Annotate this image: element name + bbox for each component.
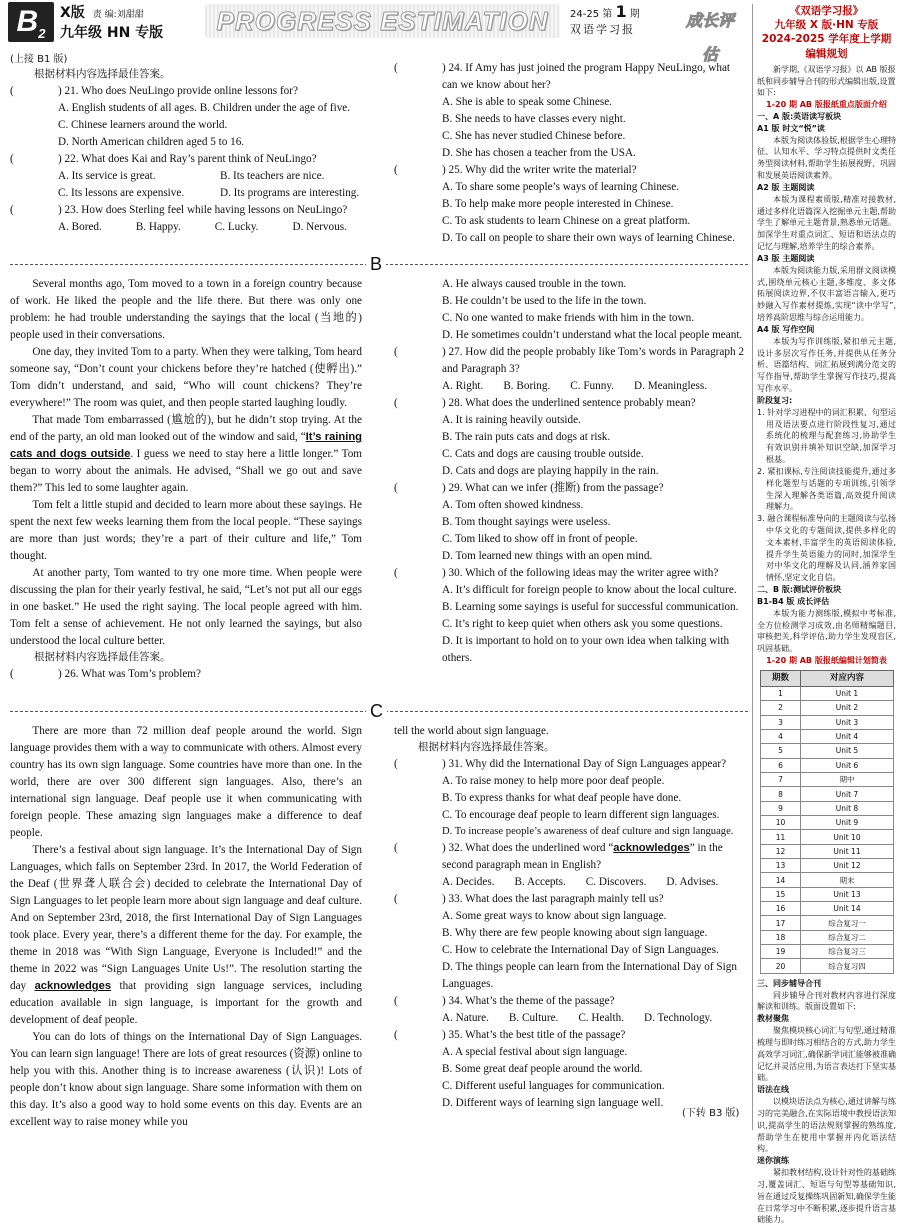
option: C. Tom liked to show off in front of people. xyxy=(442,533,638,546)
underlined-sentence: It’s raining cats and dogs outside xyxy=(10,431,362,461)
issue-info: 24-25 第 1 期 双语学习报 xyxy=(570,2,640,36)
content-cell: Unit 8 xyxy=(801,801,894,815)
content-cell: 综合复习二 xyxy=(801,930,894,944)
question-22: ( ) 22. What does Kai and Ray’s parent think of NeuLingo? xyxy=(10,151,364,168)
answer-blank[interactable]: ( xyxy=(10,85,14,98)
section-c-questions xyxy=(394,723,746,1112)
question-23: ( ) 23. How does Sterling feel while having lessons on NeuLingo? xyxy=(10,202,364,219)
answer-blank[interactable]: ( xyxy=(10,204,14,217)
option: D. Tom learned new things with an open mind. xyxy=(442,550,653,563)
sidebar-heading: 一、A 版:英语读写板块 xyxy=(757,112,842,121)
answer-blank[interactable]: ( xyxy=(394,1029,398,1042)
sidebar-list-item: 1. 针对学习进程中的词汇积累、句型运用及语法要点进行阶段性复习,通过系统化的梳理与配套练习,协助学生有效识别并填补知识空缺,加深学习根基。 xyxy=(757,407,896,465)
option-row: C. Its lessons are expensive. D. Its programs are interesting. xyxy=(58,187,360,200)
question-26: ( ) 26. What was Tom’s problem? xyxy=(10,666,362,683)
answer-blank[interactable]: ( xyxy=(394,62,398,74)
content-cell: Unit 6 xyxy=(801,758,894,772)
option: B. The rain puts cats and dogs at risk. xyxy=(442,431,611,444)
sidebar-heading: 迷你演练 xyxy=(757,1156,789,1166)
paragraph: At another party, Tom wanted to try one more time. When people were discussing the plan for their yearly festival, he said, “Let’s not put all our eggs in one basket.” He used the right saying. The local people agreed with him. Tom felt a sense of achievement. He not only learned the sayings, but also understood the local culture better. xyxy=(10,567,362,648)
sidebar-text: 本版为课程素质版,精准对接教材,通过多样化语篇深入挖掘单元主题,帮助学生了解单元主题背景,熟悉单元话题。加深学生对重点词汇、短语和语法点的记忆与理解,培养学生的综合素养。 xyxy=(757,194,896,252)
issue-number-cell: 17 xyxy=(761,916,801,930)
answer-blank[interactable]: ( xyxy=(394,842,398,855)
section-banner: PROGRESS ESTIMATION xyxy=(205,4,560,38)
option: D. It is important to hold on to your own idea when talking with others. xyxy=(442,635,730,665)
option: D. She has chosen a teacher from the USA. xyxy=(442,147,636,160)
question-29: ( ) 29. What can we infer (推断) from the passage? xyxy=(394,480,746,497)
section-c-letter: C xyxy=(366,698,387,725)
answer-blank[interactable]: ( xyxy=(394,995,398,1008)
option: A. English students of all ages. B. Children under the age of five. xyxy=(58,102,351,115)
table-row xyxy=(761,830,894,844)
paragraph: There’s a festival about sign language. It’s the International Day of Sign Languages, which falls on September 23rd. In 2017, the World Federation of the Deaf (世界聋人联合会) decided to celebrate the International Day of Sign Languages to let people learn more about sign language and deaf culture. And on September 23rd, 2018, the first International Day of Sign Languages took place. Every year, there’s a different theme for the day. For example, the theme in 2018 was “With Sign Language, Everyone is Included!” and the theme in 2022 was “Sign Languages Unite Us!”. The resolution starting the day acknowledges that providing sign language services, including education available in sign language, is important for the growth and development of deaf people. xyxy=(10,844,362,1027)
table-header: 期数 xyxy=(761,670,801,686)
option: A. To share some people’s ways of learning Chinese. xyxy=(442,181,680,194)
option: A. She is able to speak some Chinese. xyxy=(442,96,612,109)
option-row: A. Its service is great. B. Its teachers are nice. xyxy=(58,170,325,183)
sidebar-subtitle: 1-20 期 AB 版报纸重点版面介绍 xyxy=(766,100,887,110)
answer-blank[interactable]: ( xyxy=(10,153,14,166)
table-header: 对应内容 xyxy=(801,670,894,686)
question-35: ( ) 35. What’s the best title of the passage? xyxy=(394,1027,746,1044)
issue-number-cell: 5 xyxy=(761,744,801,758)
issue-number-cell: 15 xyxy=(761,887,801,901)
sidebar-text: 聚焦模块核心词汇与句型,通过精准梳理与即时练习相结合的方式,助力学生高效学习词汇,确保新学词汇能够被准确记忆并灵活应用,为语言表达打下坚实基础。 xyxy=(757,1026,896,1083)
table-row xyxy=(761,859,894,873)
sidebar-heading: A2 版 主题阅读 xyxy=(757,182,815,192)
sidebar-text: 以模块语法点为核心,通过讲解与练习的完美融合,在实际语境中教授语法知识,提高学生的语法规则掌握的熟练度,帮助学生在使用中掌握并内化语法结构。 xyxy=(757,1097,896,1154)
question-25: ( ) 25. Why did the writer write the material? xyxy=(394,162,746,179)
option: B. To help make more people interested in Chinese. xyxy=(442,198,674,211)
content-cell: 综合复习三 xyxy=(801,945,894,959)
table-row xyxy=(761,844,894,858)
option: D. Different ways of learning sign language well. xyxy=(442,1097,664,1110)
answer-blank[interactable]: ( xyxy=(394,482,398,495)
answer-blank[interactable]: ( xyxy=(394,346,398,359)
answer-blank[interactable]: ( xyxy=(394,893,398,906)
issue-number-cell: 14 xyxy=(761,873,801,887)
option: C. She has never studied Chinese before. xyxy=(442,130,626,143)
content-cell: Unit 12 xyxy=(801,859,894,873)
section-badge: 成长评估 xyxy=(685,11,734,64)
question-27: ( ) 27. How did the people probably like Tom’s words in Paragraph 2 and Paragraph 3? xyxy=(394,346,744,376)
underlined-word: acknowledges xyxy=(34,980,112,993)
grade-label: 九年级 HN 专版 xyxy=(60,25,164,41)
section-b-questions xyxy=(394,276,746,667)
answer-blank[interactable]: ( xyxy=(394,397,398,410)
option: D. The things people can learn from the International Day of Sign Languages. xyxy=(442,961,737,991)
option: B. Learning some sayings is useful for successful communication. xyxy=(442,601,739,614)
table-row xyxy=(761,744,894,758)
issue-number-cell: 4 xyxy=(761,729,801,743)
content-cell: 期中 xyxy=(801,772,894,786)
option: D. Cats and dogs are playing happily in the rain. xyxy=(442,465,659,478)
issue-number-cell: 13 xyxy=(761,859,801,873)
option: B. She needs to have classes every night. xyxy=(442,113,626,126)
option: C. Different useful languages for communication. xyxy=(442,1080,665,1093)
content-cell: Unit 11 xyxy=(801,844,894,858)
sidebar-text: 本版为写作训练版,紧扣单元主题,设计多层次写作任务,并提供从任务分析、语篇结构、词汇拓展到满分范文的写作指导,帮助学生掌握写作技巧,提高写作水平。 xyxy=(757,336,896,394)
table-row xyxy=(761,887,894,901)
option: A. He always caused trouble in the town. xyxy=(442,278,627,290)
sidebar-heading: 阶段复习: xyxy=(757,395,793,405)
table-row xyxy=(761,945,894,959)
content-cell: 综合复习一 xyxy=(801,916,894,930)
paragraph: There are more than 72 million deaf people around the world. Sign language provides them with a way to communicate with others. Almost every country has its own sign language. Some countries have more than one. In the world, there are over 300 different sign languages. Also, there’s an international sign language. Deaf people use it when communicating with foreign people. These amazing sign languages make a difference to deaf people. xyxy=(10,725,362,840)
sidebar-heading: B1-B4 版 成长评估 xyxy=(757,596,830,606)
table-row xyxy=(761,758,894,772)
question-30: ( ) 30. Which of the following ideas may the writer agree with? xyxy=(394,565,746,582)
paragraph: Several months ago, Tom moved to a town in a foreign country because of work. He liked the people and the life there. But there was only one problem: he had trouble understanding the sayings that the local (当地的) people used in their conversations. xyxy=(10,278,362,342)
issue-number-cell: 2 xyxy=(761,701,801,715)
table-row xyxy=(761,715,894,729)
sidebar-title: 《双语学习报》 九年级 X 版·HN 专版 2024-2025 学年度上学期 编辑规划 xyxy=(761,5,892,60)
option: C. It’s right to keep quiet when others ask you some questions. xyxy=(442,618,723,631)
option-row: A. Right. B. Boring. C. Funny. D. Meaningless. xyxy=(442,380,708,393)
sidebar-heading: A3 版 主题阅读 xyxy=(757,253,815,263)
question-34: ( ) 34. What’s the theme of the passage? xyxy=(394,993,746,1010)
section-a-questions-right xyxy=(394,60,746,247)
issue-number: 1 xyxy=(615,2,627,21)
option: D. He sometimes couldn’t understand what the local people meant. xyxy=(442,329,743,342)
issue-number-cell: 3 xyxy=(761,715,801,729)
main-content xyxy=(10,52,748,1130)
sidebar-heading: A4 版 写作空间 xyxy=(757,324,815,334)
option-row: A. Nature. B. Culture. C. Health. D. Technology. xyxy=(442,1012,713,1025)
table-row xyxy=(761,772,894,786)
sidebar-heading: A1 版 时文“悦”读 xyxy=(757,123,825,133)
question-28: ( ) 28. What does the underlined sentence probably mean? xyxy=(394,395,746,412)
question-24: ( ) 24. If Amy has just joined the program Happy NeuLingo, what can we know about her? xyxy=(394,62,731,92)
sidebar-text: 同步辅导合刊对教材内容进行深度解读和训练。版面设置如下: xyxy=(757,990,896,1012)
issue-number-cell: 16 xyxy=(761,902,801,916)
option: B. He couldn’t be used to the life in the town. xyxy=(442,295,647,308)
option: A. It’s difficult for foreign people to know about the local culture. xyxy=(442,584,737,597)
answer-blank[interactable]: ( xyxy=(394,567,398,580)
content-cell: Unit 2 xyxy=(801,701,894,715)
issue-number-cell: 7 xyxy=(761,772,801,786)
table-row xyxy=(761,959,894,973)
option: A. Tom often showed kindness. xyxy=(442,499,584,512)
option: A. To raise money to help more poor deaf people. xyxy=(442,774,665,787)
issue-number-cell: 20 xyxy=(761,959,801,973)
question-33: ( ) 33. What does the last paragraph mainly tell us? xyxy=(394,891,746,908)
table-row xyxy=(761,729,894,743)
option-row: A. Bored. B. Happy. C. Lucky. D. Nervous. xyxy=(58,221,347,234)
sidebar-heading: 三、同步辅导合刊 xyxy=(757,978,821,988)
content-cell: Unit 4 xyxy=(801,729,894,743)
content-cell: Unit 3 xyxy=(801,715,894,729)
option-row: A. Decides. B. Accepts. C. Discovers. D. Advises. xyxy=(442,876,719,889)
table-row xyxy=(761,916,894,930)
edition-info xyxy=(60,4,163,42)
sidebar-editorial-plan xyxy=(752,4,896,1225)
plan-table xyxy=(760,670,894,974)
content-cell: 综合复习四 xyxy=(801,959,894,973)
content-cell: Unit 7 xyxy=(801,787,894,801)
section-b-passage xyxy=(10,276,362,683)
paragraph: Tom felt a little stupid and decided to learn more about these sayings. He spent the next few weeks learning them from the local people. “These sayings are more than just words; they’re a part of their culture and life,” Tom thought. xyxy=(10,499,362,563)
edition-label: X版 xyxy=(60,5,85,21)
issue-number-cell: 19 xyxy=(761,945,801,959)
option: C. How to celebrate the International Day of Sign Languages. xyxy=(442,944,719,957)
issue-number-cell: 12 xyxy=(761,844,801,858)
content-cell: Unit 13 xyxy=(801,887,894,901)
issue-number-cell: 6 xyxy=(761,758,801,772)
sidebar-heading: 语法在线 xyxy=(757,1085,789,1095)
content-cell: Unit 9 xyxy=(801,816,894,830)
sidebar-heading: 教材聚焦 xyxy=(757,1014,789,1024)
section-b-letter: B xyxy=(366,251,386,278)
question-31: ( ) 31. Why did the International Day of Sign Languages appear? xyxy=(394,756,746,773)
issue-number-cell: 18 xyxy=(761,930,801,944)
option: D. North American children aged 5 to 16. xyxy=(58,136,245,149)
option: C. To ask students to learn Chinese on a great platform. xyxy=(442,215,691,228)
sidebar-intro: 新学期,《双语学习报》以 AB 版报纸和同步辅导合刊的形式编辑出版,设置如下: xyxy=(757,64,896,98)
sidebar-list-item: 3. 融合课程标准导向的主题阅读与弘扬中华文化的专题阅读,提供多样化的文本素材,丰富学生的英语阅读体验,提升学生英语能力的同时,加深学生对中华文化的理解及认同,涵养家国情怀,坚定文化自信。 xyxy=(757,514,896,583)
option: C. To encourage deaf people to learn different sign languages. xyxy=(442,809,720,822)
option: A. A special festival about sign language. xyxy=(442,1046,628,1059)
paragraph-continued: tell the world about sign language. xyxy=(394,725,549,737)
continued-to-tag: (下转 B3 版) xyxy=(682,1108,740,1119)
question-32: ( ) 32. What does the underlined word “acknowledges” in the second paragraph mean in English? xyxy=(394,842,723,872)
option: D. To call on people to share their own ways of learning Chinese. xyxy=(442,232,735,245)
issue-number-cell: 11 xyxy=(761,830,801,844)
sidebar-text: 本版为阅读体验版,根据学生心理特征、认知水平、学习特点提供时文类任务型阅读材料,帮助学生拓展视野、巩固和发展英语阅读素养。 xyxy=(757,135,896,181)
sidebar-text: 本版为能力测练版,模拟中考标准,全方位检测学习成效,由名师精编题目,审核把关,科学评估,助力学生发现盲区,巩固基础。 xyxy=(757,608,896,654)
paragraph: That made Tom embarrassed (尴尬的), but he didn’t stop trying. At the end of the party, an old man looked out of the window and said, “It’s raining cats and dogs outside. I guess we need to stay here a little longer.” Tom began to worry about the animals. He advised, “Shall we go out and save them?” This led to some laughter again. xyxy=(10,414,362,495)
content-cell: Unit 14 xyxy=(801,902,894,916)
option: C. Chinese learners around the world. xyxy=(58,119,228,132)
paragraph: One day, they invited Tom to a party. When they were talking, Tom heard someone say, “Don’t count your chickens before they’re hatched (使孵出).” Tom didn’t understand, and said, “Who will count chickens? They’re everywhere!” The room was quiet, and then people started laughing loudly. xyxy=(10,346,362,410)
answer-blank[interactable]: ( xyxy=(394,757,398,770)
table-row xyxy=(761,686,894,700)
page-code-logo: $B_2$ xyxy=(8,2,54,42)
section-c-passage xyxy=(10,723,362,1131)
option: B. Some great deaf people around the world. xyxy=(442,1063,643,1076)
option: A. Some great ways to know about sign language. xyxy=(442,910,667,923)
table-row xyxy=(761,787,894,801)
issue-number-cell: 8 xyxy=(761,787,801,801)
continued-from-tag: (上接 B1 版) xyxy=(10,54,68,65)
content-cell: 期末 xyxy=(801,873,894,887)
option: B. To express thanks for what deaf people have done. xyxy=(442,792,682,804)
answer-blank[interactable]: ( xyxy=(10,668,14,681)
content-cell: Unit 10 xyxy=(801,830,894,844)
paper-name: 双语学习报 xyxy=(570,23,635,36)
question-21: ( ) 21. Who does NeuLingo provide online lessons for? xyxy=(10,83,364,100)
section-a-questions-left xyxy=(10,52,364,236)
option: B. Why there are few people knowing about sign language. xyxy=(442,927,708,940)
sidebar-heading: 二、B 版:测试评价板块 xyxy=(757,585,842,595)
issue-number-cell: 9 xyxy=(761,801,801,815)
instruction: 根据材料内容选择最佳答案。 xyxy=(34,651,171,664)
instruction: 根据材料内容选择最佳答案。 xyxy=(34,68,171,81)
plan-table-title: 1-20 期 AB 版报纸编辑计划简表 xyxy=(766,656,887,666)
option: D. To increase people’s awareness of deaf culture and sign language. xyxy=(442,826,734,838)
instruction: 根据材料内容选择最佳答案。 xyxy=(418,741,555,754)
answer-blank[interactable]: ( xyxy=(394,164,398,177)
table-row xyxy=(761,873,894,887)
option: A. It is raining heavily outside. xyxy=(442,414,581,427)
sidebar-list-item: 2. 紧扣课标,专注阅读技能提升,通过多样化题型与话题的专项训练,引领学生深入理解各类语篇,高效提升阅读理解力。 xyxy=(757,466,896,512)
table-row xyxy=(761,930,894,944)
table-row xyxy=(761,816,894,830)
option: B. Tom thought sayings were useless. xyxy=(442,516,611,529)
sidebar-text: 本版为阅读能力版,采用群文阅读模式,围绕单元核心主题,多维度、多文体拓展阅读边界,不仅丰富语言输入,更巧妙融入写作素材提炼,实现“读中学写”,培养高阶思维与综合运用能力。 xyxy=(757,265,896,323)
content-cell: Unit 5 xyxy=(801,744,894,758)
table-row xyxy=(761,801,894,815)
table-row xyxy=(761,701,894,715)
option: C. Cats and dogs are causing trouble outside. xyxy=(442,448,644,461)
table-row xyxy=(761,902,894,916)
content-cell: Unit 1 xyxy=(801,686,894,700)
editor-label: 责 编:刘甜甜 xyxy=(92,10,144,20)
sidebar-text: 紧扣教材结构,设计针对性的基础练习,覆盖词汇、短语与句型等基础知识,旨在通过反复操练巩固新知,确保学生能在日常学习中不断积累,逐步提升语言基础能力。 xyxy=(757,1168,896,1225)
paragraph: You can do lots of things on the International Day of Sign Languages. You can learn sign language! There are lots of great resources (资源) online to help you with this. Another thing is to increase awareness (认识)! Lots of people don’t know about sign language. Share some information with them on this day. It’s also a good way to hold some events on this day. Events are an excellent way to raise money while you xyxy=(10,1031,362,1129)
option: C. No one wanted to make friends with him in the town. xyxy=(442,312,694,325)
issue-number-cell: 1 xyxy=(761,686,801,700)
issue-number-cell: 10 xyxy=(761,816,801,830)
